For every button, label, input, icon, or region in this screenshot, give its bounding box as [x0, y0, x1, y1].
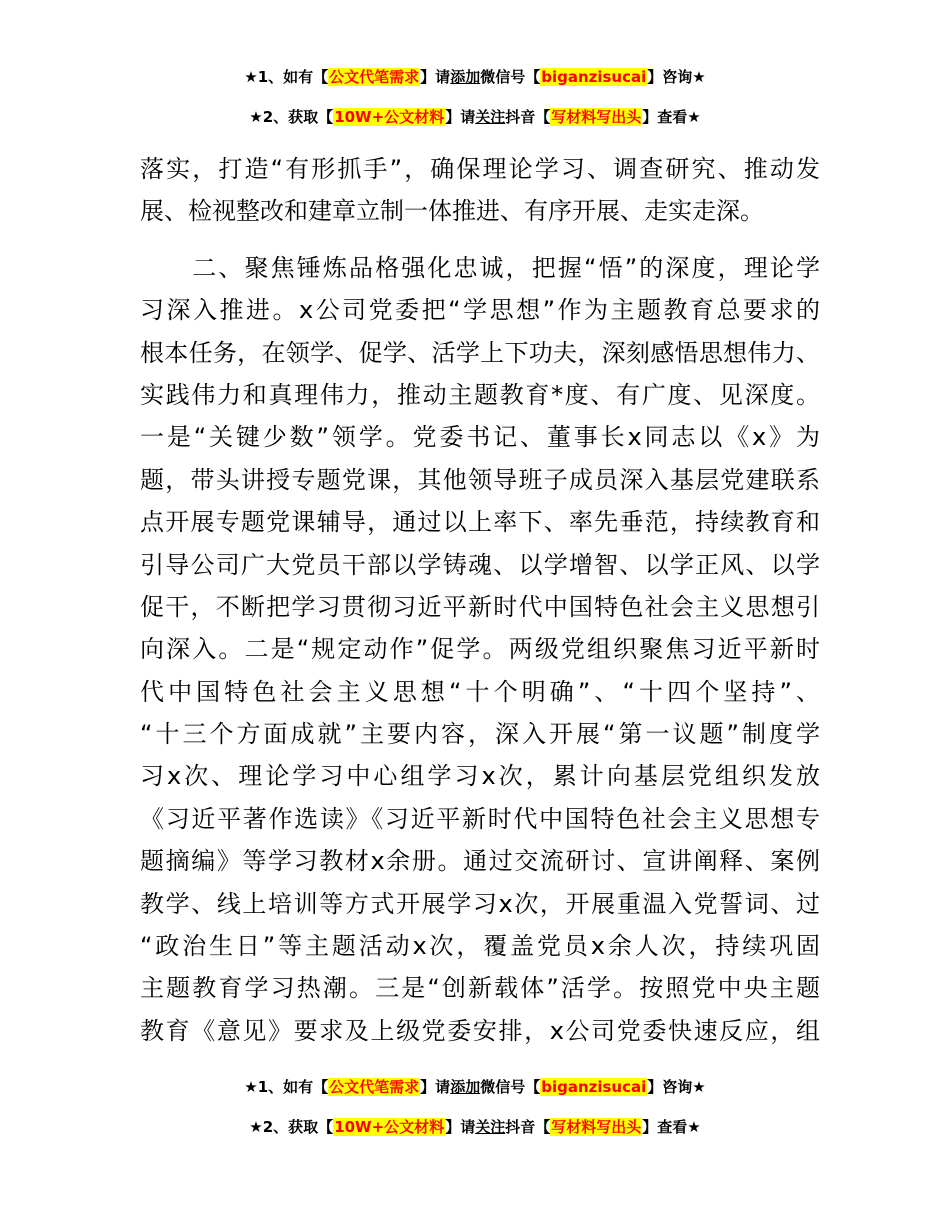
footer-line-2-suffix: 】查看★: [642, 1118, 701, 1136]
footer-line-1-highlight-wechat: biganzisucai: [541, 1078, 647, 1096]
text-line: 习深入推进。x公司党委把“学思想”作为主题教育总要求的: [140, 296, 820, 325]
footer-line-1: [0, 1076, 950, 1098]
footer-line-1-suffix: 】咨询★: [647, 1078, 706, 1096]
header-line-1-highlight-service: 公文代笔需求: [329, 68, 420, 86]
footer-line-2-highlight-materials: 10W+公文材料: [334, 1118, 445, 1136]
text-line: “十三个方面成就”主要内容，深入开展“第一议题”制度学: [140, 720, 820, 749]
footer-line-1-prefix: ★1、如有【: [244, 1078, 329, 1096]
text-line: 习x次、理论学习中心组学习x次，累计向基层党组织发放: [140, 762, 820, 791]
header-line-2-underline: 关注: [475, 108, 506, 126]
header-line-1-mid2: 微信号【: [480, 68, 541, 86]
text-line: 二、聚焦锤炼品格强化忠诚，把握“悟”的深度，理论学: [140, 253, 820, 282]
text-line: 主题教育学习热潮。三是“创新载体”活学。按照党中央主题: [140, 974, 820, 1003]
header-line-2-highlight-douyin: 写材料写出头: [551, 108, 642, 126]
text-line: 促干，不断把学习贯彻习近平新时代中国特色社会主义思想引: [140, 592, 820, 621]
text-line: 实践伟力和真理伟力，推动主题教育*度、有广度、见深度。: [140, 380, 820, 409]
text-line: 点开展专题党课辅导，通过以上率下、率先垂范，持续教育和: [140, 508, 820, 537]
header-line-1: [0, 66, 950, 88]
header-line-1-prefix: ★1、如有【: [244, 68, 329, 86]
header-line-1-highlight-wechat: biganzisucai: [541, 68, 647, 86]
footer-line-1-mid2: 微信号【: [480, 1078, 541, 1096]
text-line: 《习近平著作选读》《习近平新时代中国特色社会主义思想专: [140, 804, 820, 833]
text-line: 题，带头讲授专题党课，其他领导班子成员深入基层党建联系: [140, 465, 820, 494]
header-line-2-suffix: 】查看★: [642, 108, 701, 126]
text-line: 展、检视整改和建章立制一体推进、有序开展、走实走深。: [140, 197, 764, 226]
document-body: [140, 148, 820, 1052]
text-line: “政治生日”等主题活动x次，覆盖党员x余人次，持续巩固: [140, 932, 820, 961]
footer-line-2-highlight-douyin: 写材料写出头: [551, 1118, 642, 1136]
paragraph-2: [140, 247, 820, 1052]
text-line: 向深入。二是“规定动作”促学。两级党组织聚焦习近平新时: [140, 635, 820, 664]
text-line: 教学、线上培训等方式开展学习x次，开展重温入党誓词、过: [140, 889, 820, 918]
header-line-1-underline: 添加: [450, 68, 481, 86]
footer-line-1-highlight-service: 公文代笔需求: [329, 1078, 420, 1096]
header-line-2-mid2: 抖音【: [505, 108, 551, 126]
text-line: 一是“关键少数”领学。党委书记、董事长x同志以《x》为: [140, 423, 820, 452]
text-line: 题摘编》等学习教材x余册。通过交流研讨、宣讲阐释、案例: [140, 847, 820, 876]
header-line-2-mid: 】请: [445, 108, 476, 126]
header-line-2: [0, 106, 950, 128]
text-line: 引导公司广大党员干部以学铸魂、以学增智、以学正风、以学: [140, 550, 820, 579]
footer-line-2-underline: 关注: [475, 1118, 506, 1136]
paragraph-1: [140, 148, 820, 233]
footer-line-1-underline: 添加: [450, 1078, 481, 1096]
text-line: 根本任务，在领学、促学、活学上下功夫，深刻感悟思想伟力、: [140, 338, 820, 367]
footer-line-2-mid2: 抖音【: [505, 1118, 551, 1136]
footer-line-2: [0, 1116, 950, 1138]
text-line: 代中国特色社会主义思想“十个明确”、“十四个坚持”、: [140, 677, 820, 706]
text-line: 教育《意见》要求及上级党委安排，x公司党委快速反应，组: [140, 1016, 820, 1045]
header-line-2-highlight-materials: 10W+公文材料: [334, 108, 445, 126]
header-line-1-suffix: 】咨询★: [647, 68, 706, 86]
footer-line-2-mid: 】请: [445, 1118, 476, 1136]
header-line-1-mid: 】请: [420, 68, 451, 86]
footer-line-1-mid: 】请: [420, 1078, 451, 1096]
header-line-2-prefix: ★2、获取【: [249, 108, 334, 126]
footer-line-2-prefix: ★2、获取【: [249, 1118, 334, 1136]
text-line: 落实，打造“有形抓手”，确保理论学习、调查研究、推动发: [140, 155, 820, 183]
